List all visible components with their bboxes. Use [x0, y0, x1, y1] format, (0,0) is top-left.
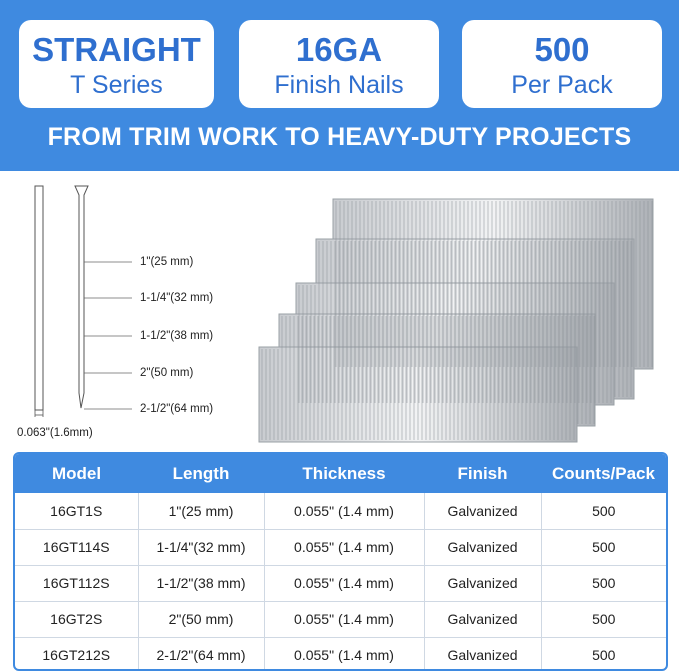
cell-finish: Galvanized	[424, 637, 541, 671]
column-header-counts: Counts/Pack	[541, 454, 666, 493]
cell-counts: 500	[541, 565, 666, 601]
nail-diagram-graphic	[0, 171, 679, 446]
cell-model: 16GT114S	[15, 529, 138, 565]
column-header-model: Model	[15, 454, 138, 493]
nail-strips-image	[259, 199, 653, 442]
badge-straight	[19, 20, 214, 108]
cell-thickness: 0.055" (1.4 mm)	[264, 601, 424, 637]
cell-counts: 500	[541, 529, 666, 565]
column-header-thickness: Thickness	[264, 454, 424, 493]
cell-finish: Galvanized	[424, 529, 541, 565]
length-label-3: 1-1/2"(38 mm)	[140, 330, 214, 342]
length-leaders	[84, 262, 132, 409]
headline: FROM TRIM WORK TO HEAVY-DUTY PROJECTS	[47, 123, 632, 151]
table-row	[15, 637, 666, 671]
length-label-4: 2"(50 mm)	[140, 367, 194, 379]
table-row	[15, 529, 666, 565]
cell-thickness: 0.055" (1.4 mm)	[264, 493, 424, 529]
table-row	[15, 565, 666, 601]
length-label-1: 1"(25 mm)	[140, 256, 194, 268]
badge-gauge	[239, 20, 439, 108]
cell-length: 1-1/2"(38 mm)	[138, 565, 264, 601]
table-row	[15, 493, 666, 529]
cell-model: 16GT212S	[15, 637, 138, 671]
cell-model: 16GT112S	[15, 565, 138, 601]
cell-length: 2-1/2"(64 mm)	[138, 637, 264, 671]
header-banner	[0, 0, 679, 171]
badge-subtitle: Per Pack	[511, 71, 613, 99]
badge-title: STRAIGHT	[32, 31, 201, 68]
column-header-finish: Finish	[424, 454, 541, 493]
badge-count	[462, 20, 662, 108]
cell-finish: Galvanized	[424, 565, 541, 601]
table-header-row	[15, 454, 666, 493]
cell-length: 1-1/4"(32 mm)	[138, 529, 264, 565]
cell-model: 16GT1S	[15, 493, 138, 529]
badge-title: 16GA	[295, 31, 383, 68]
cell-thickness: 0.055" (1.4 mm)	[264, 637, 424, 671]
badge-subtitle: T Series	[70, 71, 163, 99]
table-row	[15, 601, 666, 637]
cell-length: 1"(25 mm)	[138, 493, 264, 529]
nail-outline-front	[75, 186, 88, 408]
nail-diagram	[0, 171, 679, 446]
cell-counts: 500	[541, 493, 666, 529]
spec-table	[13, 452, 668, 671]
length-label-5: 2-1/2"(64 mm)	[140, 403, 214, 415]
badge-title: 500	[534, 31, 590, 68]
cell-thickness: 0.055" (1.4 mm)	[264, 529, 424, 565]
diameter-label: 0.063"(1.6mm)	[17, 427, 93, 439]
cell-counts: 500	[541, 601, 666, 637]
cell-finish: Galvanized	[424, 601, 541, 637]
length-label-2: 1-1/4"(32 mm)	[140, 292, 214, 304]
column-header-length: Length	[138, 454, 264, 493]
cell-counts: 500	[592, 647, 616, 664]
cell-thickness: 0.055" (1.4 mm)	[264, 565, 424, 601]
cell-model: 16GT2S	[15, 601, 138, 637]
cell-finish: Galvanized	[424, 493, 541, 529]
badge-subtitle: Finish Nails	[274, 71, 404, 99]
nail-outline-side	[35, 186, 43, 417]
cell-length: 2"(50 mm)	[138, 601, 264, 637]
